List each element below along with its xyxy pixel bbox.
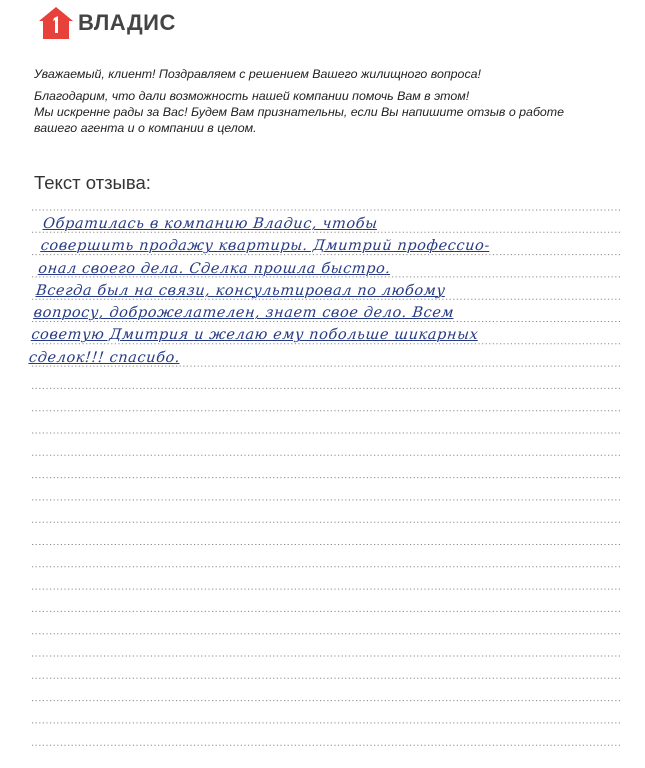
review-line: советую Дмитрия и желаю ему побольше шикарных	[30, 327, 480, 344]
handwritten-review	[28, 213, 629, 369]
brand-name: ВЛАДИС	[78, 10, 176, 35]
review-line: онал своего дела. Сделка прошла быстро.	[37, 260, 392, 277]
thanks-line: Благодарим, что дали возможность нашей компании помочь Вам в этом!	[34, 89, 470, 103]
review-line: совершить продажу квартиры. Дмитрий профессио-	[39, 238, 491, 255]
review-line: Всегда был на связи, консультировал по любому	[35, 282, 447, 299]
review-line: вопросу, доброжелателен, знает свое дело. Всем	[32, 305, 455, 322]
request-line-2: вашего агента и о компании в целом.	[34, 121, 257, 135]
intro-text	[34, 66, 614, 136]
greeting-line: Уважаемый, клиент! Поздравляем с решением Вашего жилищного вопроса!	[34, 67, 481, 81]
brand-logo	[38, 6, 176, 40]
review-form	[28, 200, 623, 768]
request-line-1: Мы искренне рады за Вас! Будем Вам признательны, если Вы напишите отзыв о работе	[34, 105, 565, 119]
review-line: Обратилась в компанию Владис, чтобы	[42, 216, 379, 232]
house-logo-icon	[38, 6, 74, 40]
review-line: сделок!!! спасибо.	[28, 349, 181, 366]
review-heading: Текст отзыва:	[34, 172, 151, 193]
